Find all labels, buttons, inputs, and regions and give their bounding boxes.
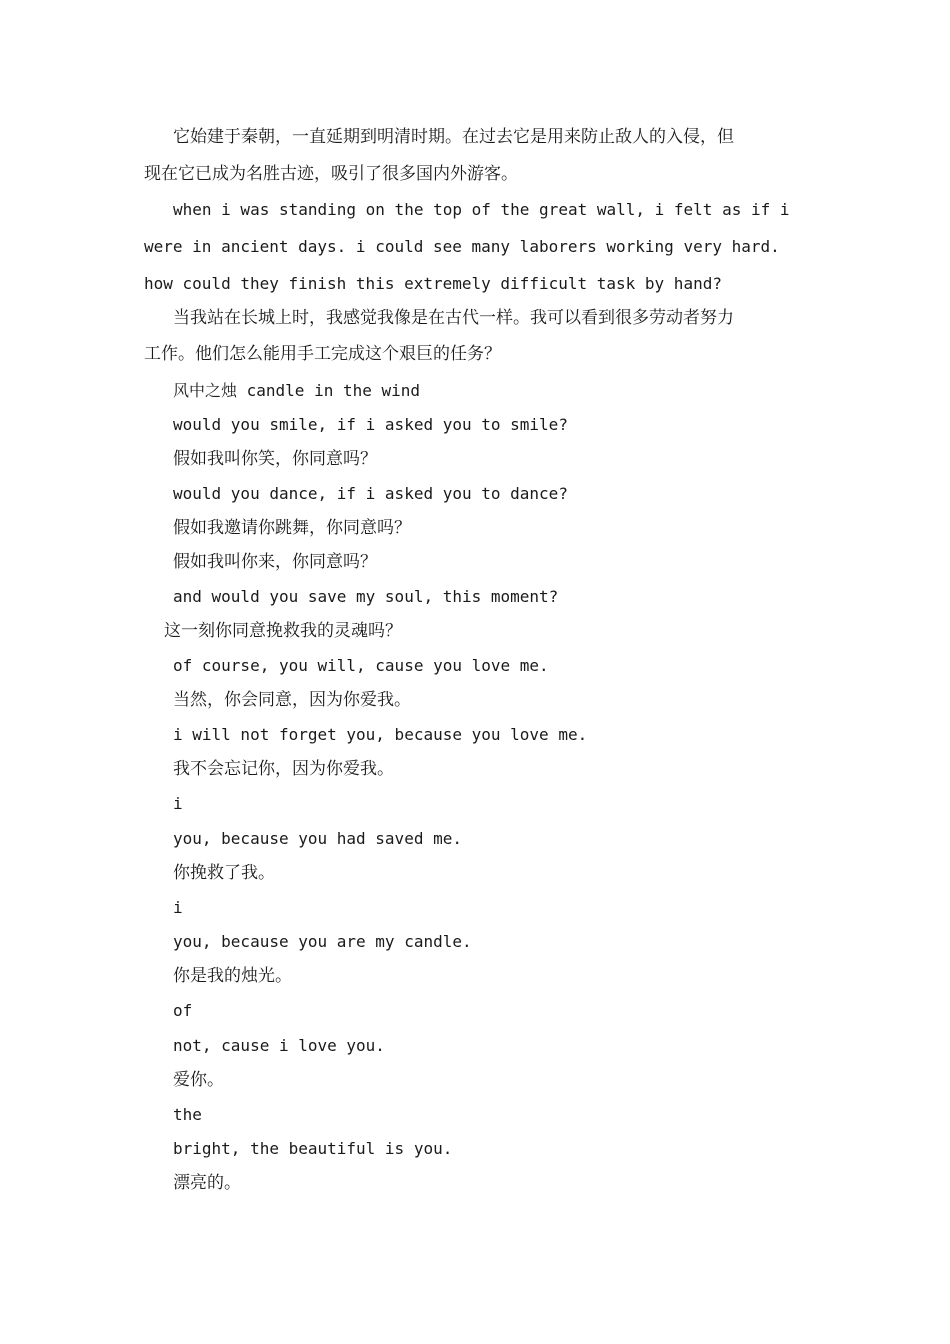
- paragraph-line: 现在它已成为名胜古迹，吸引了很多国内外游客。: [144, 164, 518, 184]
- lyric-line: 你挽救了我。: [173, 863, 275, 883]
- lyric-line: 假如我叫你笑，你同意吗？: [173, 449, 377, 469]
- lyric-line: 爱你。: [173, 1070, 224, 1090]
- lyric-line: of course, you will, cause you love me.: [173, 656, 549, 675]
- lyric-line: 当然，你会同意，因为你爱我。: [173, 690, 411, 710]
- lyric-line: and would you save my soul, this moment?: [173, 587, 559, 606]
- lyric-line: the: [173, 1105, 202, 1124]
- lyric-line: 这一刻你同意挽救我的灵魂吗？: [164, 621, 402, 641]
- lyric-line: would you dance, if i asked you to dance?: [173, 484, 568, 503]
- lyric-line: not, cause i love you.: [173, 1036, 385, 1055]
- lyric-line: i will not forget you, because you love me.: [173, 725, 588, 744]
- lyric-line: 假如我叫你来，你同意吗？: [173, 552, 377, 572]
- paragraph-line: 它始建于秦朝，一直延期到明清时期。在过去它是用来防止敌人的入侵，但: [173, 127, 734, 147]
- lyric-line: 漂亮的。: [173, 1173, 241, 1193]
- paragraph-line: how could they finish this extremely difficult task by hand?: [144, 274, 722, 293]
- lyric-line: 你是我的烛光。: [173, 966, 292, 986]
- lyric-line: bright, the beautiful is you.: [173, 1139, 453, 1158]
- paragraph-line: were in ancient days. i could see many laborers working very hard.: [144, 237, 780, 256]
- lyric-line: of: [173, 1001, 193, 1020]
- lyric-line: i: [173, 794, 183, 813]
- lyric-line: you, because you had saved me.: [173, 829, 462, 848]
- paragraph-line: 当我站在长城上时，我感觉我像是在古代一样。我可以看到很多劳动者努力: [173, 308, 734, 328]
- paragraph-line: 工作。他们怎么能用手工完成这个艰巨的任务？: [144, 344, 501, 364]
- lyric-line: you, because you are my candle.: [173, 932, 472, 951]
- section-heading: 风中之烛 candle in the wind: [173, 381, 421, 400]
- lyric-line: would you smile, if i asked you to smile?: [173, 415, 568, 434]
- lyric-line: 我不会忘记你，因为你爱我。: [173, 759, 394, 779]
- lyric-line: i: [173, 898, 183, 917]
- paragraph-line: when i was standing on the top of the great wall, i felt as if i: [173, 200, 790, 219]
- lyric-line: 假如我邀请你跳舞，你同意吗？: [173, 518, 411, 538]
